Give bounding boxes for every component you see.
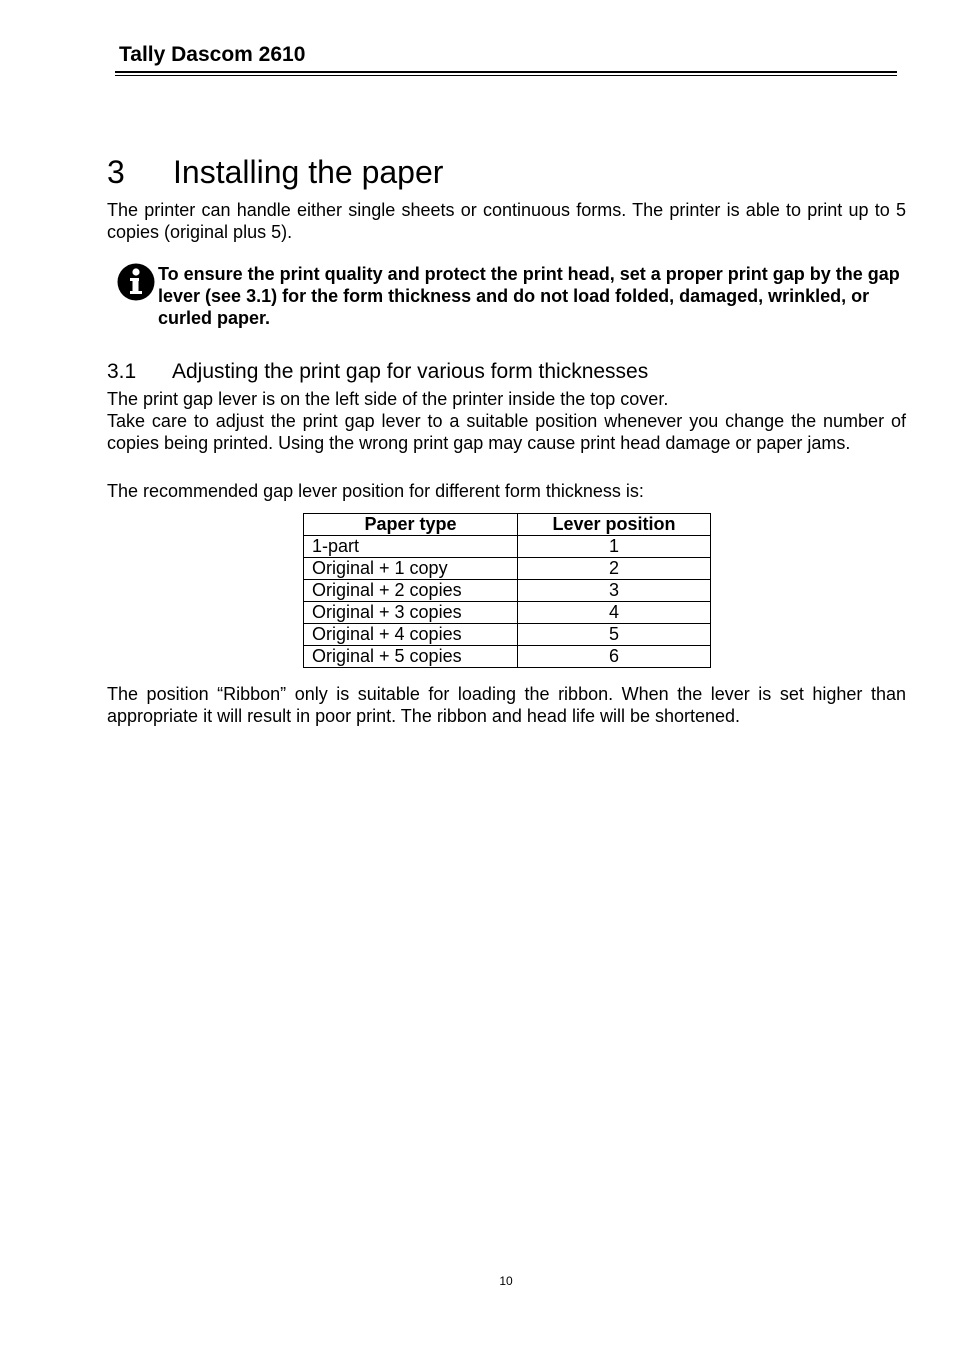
- page-number: 10: [499, 1274, 513, 1288]
- table-row: [304, 580, 711, 602]
- chapter-heading: [107, 152, 443, 192]
- table-cell-paper-type: Original + 1 copy: [304, 558, 518, 580]
- note-text: To ensure the print quality and protect the print head, set a proper print gap by the gap lever (see 3.1) for the form thickness and do not load folded, damaged, wrinkled, or curled paper.: [158, 264, 900, 328]
- section-paragraph-3: The recommended gap lever position for different form thickness is:: [107, 481, 644, 501]
- table-cell-lever-position: 3: [518, 580, 711, 602]
- table-cell-paper-type: Original + 5 copies: [304, 646, 518, 668]
- table-cell-paper-type: Original + 3 copies: [304, 602, 518, 624]
- table-row: [304, 646, 711, 668]
- table-row: [304, 558, 711, 580]
- closing-paragraph: The position “Ribbon” only is suitable for loading the ribbon. When the lever is set higher than appropriate it will result in poor print. The ribbon and head life will be shortened.: [107, 684, 906, 726]
- section-title: Adjusting the print gap for various form thicknesses: [172, 360, 649, 383]
- table-cell-lever-position: 4: [518, 602, 711, 624]
- table-row: [304, 602, 711, 624]
- table-cell-paper-type: Original + 4 copies: [304, 624, 518, 646]
- table-row: [304, 536, 711, 558]
- intro-paragraph: The printer can handle either single sheets or continuous forms. The printer is able to print up to 5 copies (original plus 5).: [107, 200, 906, 242]
- section-heading: [107, 359, 648, 385]
- table-cell-paper-type: 1-part: [304, 536, 518, 558]
- table-cell-paper-type: Original + 2 copies: [304, 580, 518, 602]
- header-rule-thin: [115, 75, 897, 76]
- info-icon: [117, 263, 155, 301]
- section-paragraph-1: The print gap lever is on the left side of the printer inside the top cover.: [107, 389, 669, 409]
- header-rule: [115, 71, 897, 73]
- table-cell-lever-position: 1: [518, 536, 711, 558]
- table-cell-lever-position: 6: [518, 646, 711, 668]
- document-header-title: Tally Dascom 2610: [119, 43, 306, 66]
- table-row: [304, 624, 711, 646]
- table-cell-lever-position: 2: [518, 558, 711, 580]
- gap-lever-table: [303, 513, 711, 668]
- section-number: 3.1: [107, 360, 137, 383]
- chapter-title: Installing the paper: [173, 154, 444, 190]
- table-header-row: [304, 514, 711, 536]
- table-header-paper-type: Paper type: [304, 514, 518, 536]
- table-cell-lever-position: 5: [518, 624, 711, 646]
- chapter-number: 3: [107, 154, 125, 190]
- section-paragraph-2: Take care to adjust the print gap lever to a suitable position whenever you change the number of copies being printed. Using the wrong print gap may cause print head damage or paper jams.: [107, 411, 906, 453]
- table-header-lever-position: Lever position: [518, 514, 711, 536]
